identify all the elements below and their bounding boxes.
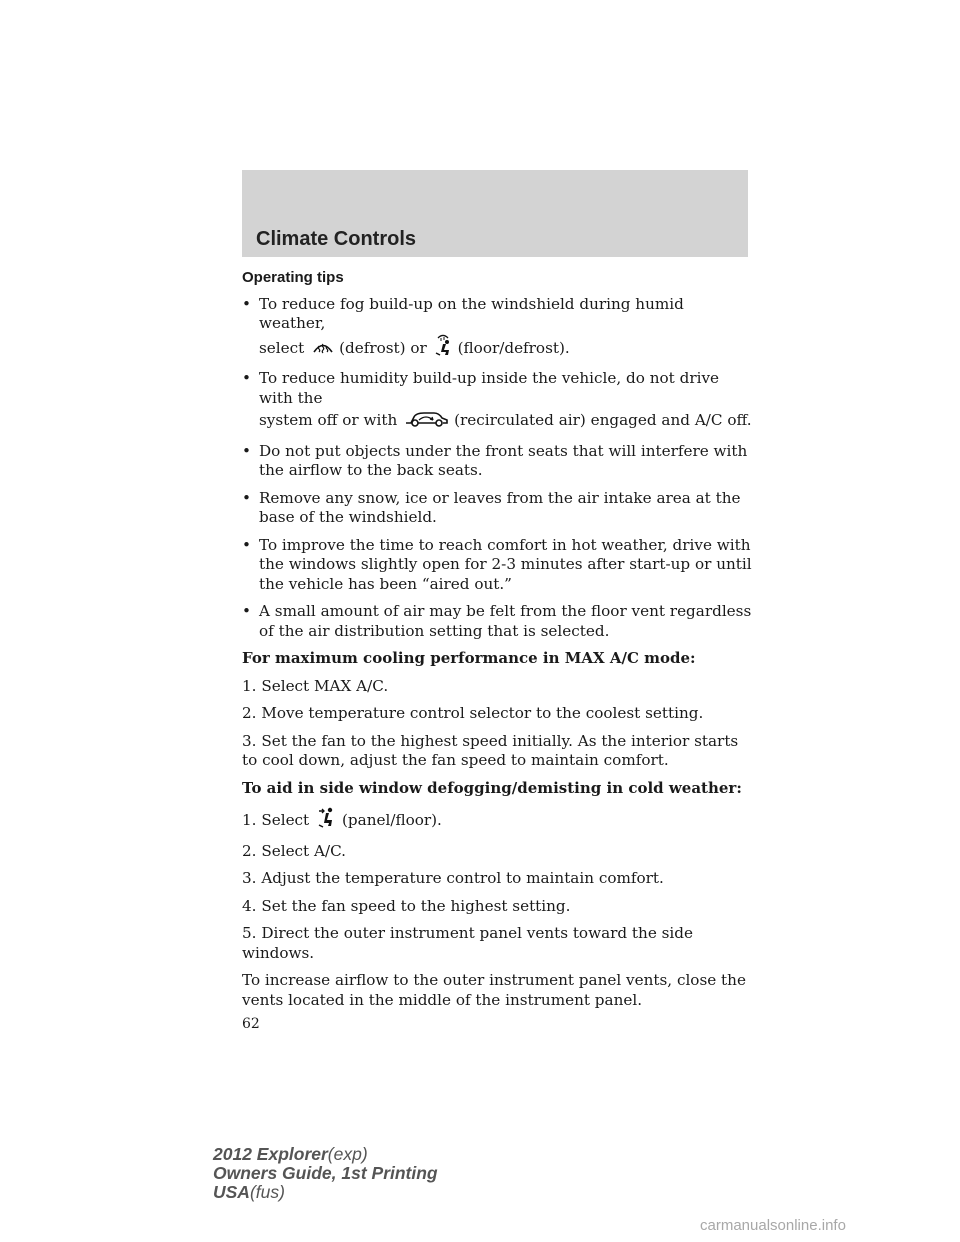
side-window-step: 5. Direct the outer instrument panel vents toward the side windows.	[242, 924, 693, 962]
side-window-heading: To aid in side window defogging/demisting in cold weather:	[242, 778, 742, 797]
footer-line-model: 2012 Explorer(exp)	[213, 1144, 368, 1164]
max-cooling-step: 3. Set the fan to the highest speed initially. As the interior starts to cool down, adjust the fan speed to maintain comfort.	[242, 731, 739, 769]
bullet: •	[242, 535, 251, 554]
footer	[213, 1145, 438, 1202]
section-title: Climate Controls	[256, 228, 417, 250]
footer-line-printing: Owners Guide, 1st Printing	[213, 1163, 438, 1183]
bullet: •	[242, 441, 251, 460]
page-number: 62	[242, 1016, 260, 1032]
defrost-icon	[311, 338, 335, 362]
list-item: • To reduce fog build-up on the windshield during humid weather, select (defrost) or (floor/defrost).	[242, 295, 752, 362]
list-item: • To reduce humidity build-up inside the vehicle, do not drive with the system off or with (recirculated air) engaged and A/C off.	[242, 369, 752, 434]
bullet: •	[242, 488, 251, 507]
operating-tips-list	[242, 295, 752, 642]
side-window-step: 3. Adjust the temperature control to maintain comfort.	[242, 869, 664, 887]
max-cooling-step: 1. Select MAX A/C.	[242, 676, 389, 695]
max-cooling-heading: For maximum cooling performance in MAX A/C mode:	[242, 649, 696, 667]
panel-floor-icon	[316, 806, 338, 834]
list-item: • A small amount of air may be felt from the floor vent regardless of the air distribution setting that is selected.	[242, 602, 752, 640]
list-item: • Do not put objects under the front seats that will interfere with the airflow to the back seats.	[242, 441, 748, 479]
airflow-note: To increase airflow to the outer instrument panel vents, close the vents located in the middle of the instrument panel.	[242, 971, 746, 1009]
side-window-step: 2. Select A/C.	[242, 841, 346, 860]
list-item: • Remove any snow, ice or leaves from the air intake area at the base of the windshield.	[242, 488, 741, 526]
side-window-step: 1. Select (panel/floor).	[242, 806, 752, 834]
watermark: carmanualsonline.info	[700, 1217, 846, 1234]
page-content	[242, 268, 752, 1010]
floor-defrost-icon	[434, 334, 454, 362]
section-header	[242, 170, 748, 257]
list-item: • To improve the time to reach comfort in hot weather, drive with the windows slightly open for 2-3 minutes after start-up or until the vehicle has been “aired out.”	[242, 535, 752, 593]
recirculated-air-icon	[404, 408, 450, 434]
operating-tips-heading: Operating tips	[242, 269, 344, 286]
side-window-step: 4. Set the fan speed to the highest setting.	[242, 896, 571, 915]
bullet: •	[242, 369, 251, 387]
bullet: •	[242, 602, 251, 620]
footer-line-region: USA(fus)	[213, 1182, 285, 1202]
bullet: •	[242, 294, 251, 313]
max-cooling-step: 2. Move temperature control selector to the coolest setting.	[242, 704, 704, 722]
